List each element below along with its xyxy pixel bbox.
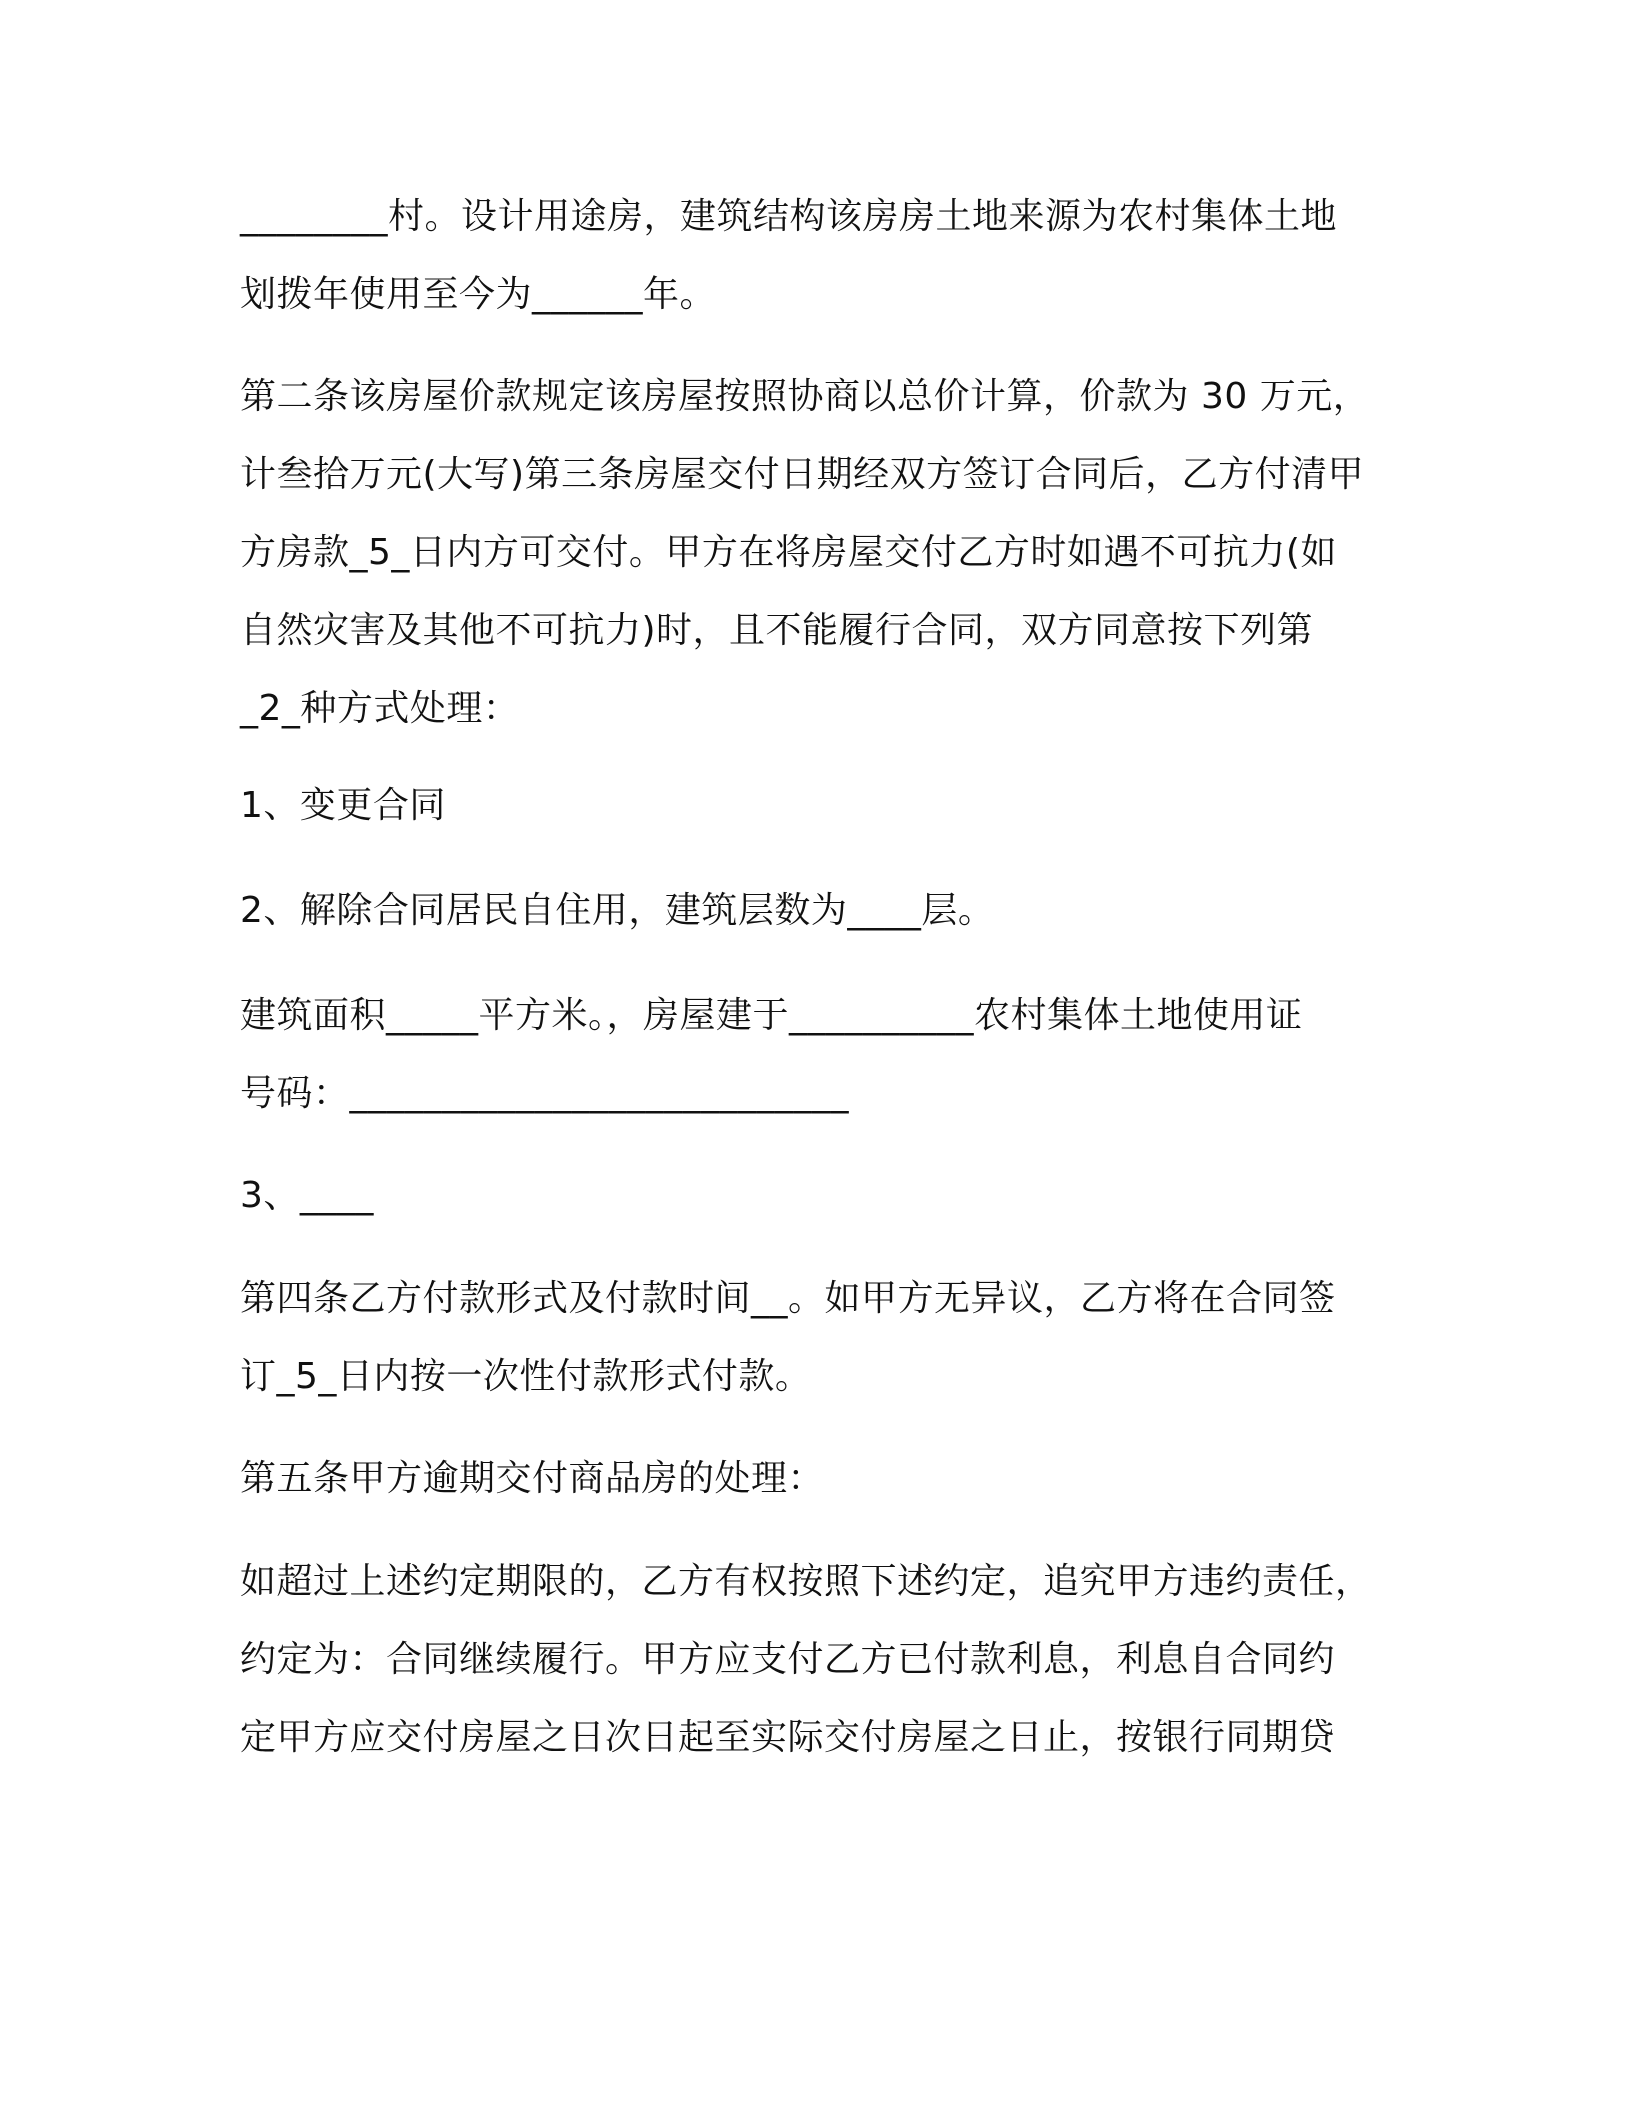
text-line: 2、解除合同居民自住用，建筑层数为____层。: [240, 890, 995, 931]
text-line: ________村。设计用途房，建筑结构该房房土地来源为农村集体土地: [240, 196, 1338, 237]
paragraph-article-5-heading: [240, 1440, 1390, 1518]
text-line: 计叁拾万元(大写)第三条房屋交付日期经双方签订合同后，乙方付清甲: [240, 454, 1365, 495]
text-line: 定甲方应交付房屋之日次日起至实际交付房屋之日止，按银行同期贷: [240, 1717, 1336, 1758]
text-line: 自然灾害及其他不可抗力)时，且不能履行合同，双方同意按下列第: [240, 610, 1314, 651]
text-line: 方房款_5_日内方可交付。甲方在将房屋交付乙方时如遇不可抗力(如: [240, 532, 1337, 573]
paragraph-overdue-terms: [240, 1543, 1390, 1777]
text-line: 1、变更合同: [240, 785, 446, 826]
list-item-3: [240, 1157, 1390, 1235]
text-line: 建筑面积_____平方米。，房屋建于__________农村集体土地使用证: [240, 995, 1303, 1036]
list-item-2: [240, 872, 1390, 950]
text-line: 订_5_日内按一次性付款形式付款。: [240, 1356, 812, 1397]
paragraph-village-land: [240, 178, 1390, 334]
text-line: 第二条该房屋价款规定该房屋按照协商以总价计算，价款为 30 万元，: [240, 376, 1370, 417]
text-line: _2_种方式处理：: [240, 688, 520, 729]
text-line: 第五条甲方逾期交付商品房的处理：: [240, 1458, 825, 1499]
paragraph-article-2: [240, 358, 1390, 748]
text-line: 3、____: [240, 1175, 374, 1216]
list-item-1: [240, 767, 1390, 845]
paragraph-article-4: [240, 1260, 1390, 1416]
paragraph-building-area: [240, 977, 1390, 1133]
text-line: 约定为：合同继续履行。甲方应支付乙方已付款利息，利息自合同约: [240, 1639, 1336, 1680]
text-line: 号码：___________________________: [240, 1073, 850, 1114]
text-line: 划拨年使用至今为______年。: [240, 274, 717, 315]
text-line: 第四条乙方付款形式及付款时间__。如甲方无异议，乙方将在合同签: [240, 1278, 1336, 1319]
text-line: 如超过上述约定期限的，乙方有权按照下述约定，追究甲方违约责任，: [240, 1561, 1372, 1602]
